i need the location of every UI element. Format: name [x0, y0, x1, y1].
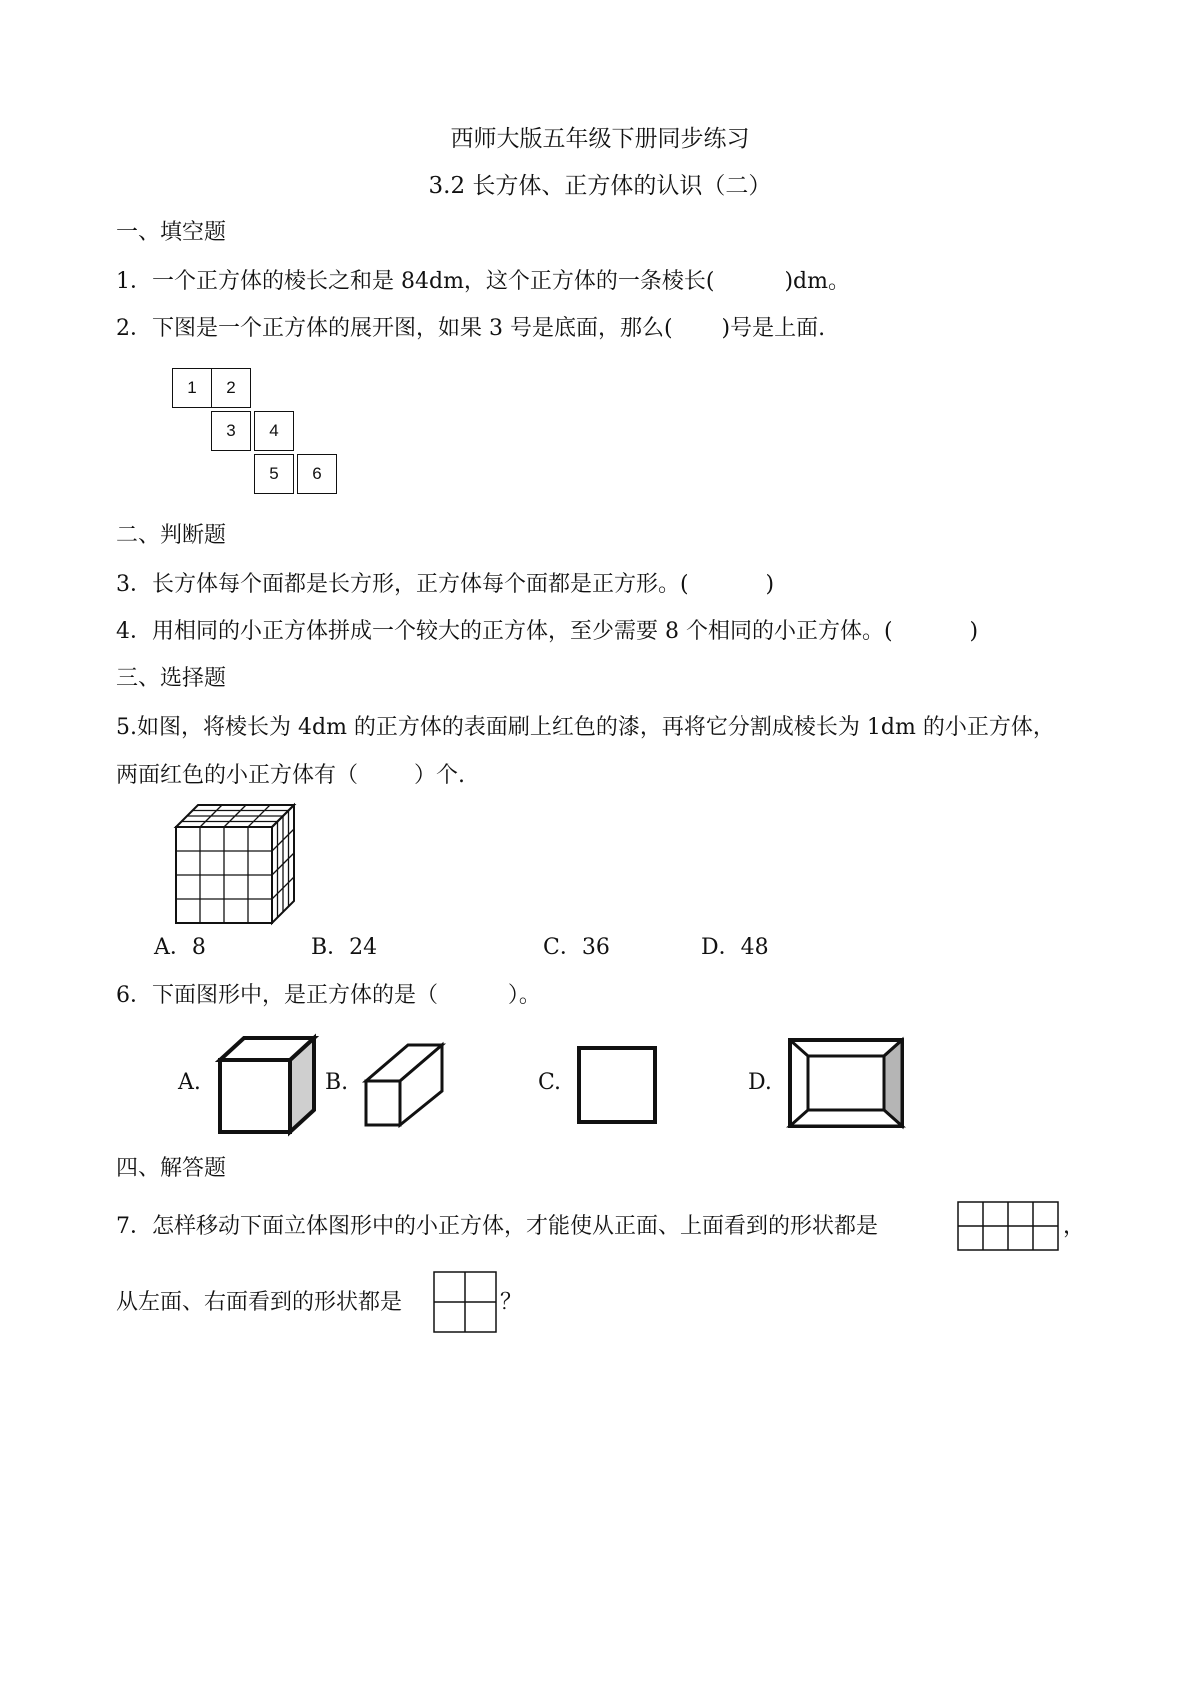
- question-2: 2．下图是一个正方体的展开图，如果 3 号是底面，那么( )号是上面.: [116, 316, 826, 341]
- q5-option-c: C．36: [543, 935, 610, 960]
- q6-option-d-label: D.: [748, 1070, 772, 1095]
- q6-square-figure: [577, 1046, 659, 1126]
- q7-side-view-grid: [433, 1271, 497, 1333]
- q5-option-a: A．8: [154, 935, 206, 960]
- q6-option-b-label: B.: [325, 1070, 349, 1095]
- section-heading-multiple-choice: 三、选择题: [116, 666, 227, 691]
- q6-option-a-label: A.: [178, 1070, 201, 1095]
- question-4: 4．用相同的小正方体拼成一个较大的正方体，至少需要 8 个相同的小正方体。( ): [116, 619, 979, 644]
- q6-option-c-label: C.: [538, 1070, 562, 1095]
- q6-cuboid-figure: [364, 1043, 446, 1127]
- question-7-question-mark: ？: [500, 1290, 523, 1315]
- question-7-comma: ，: [1063, 1214, 1086, 1239]
- q6-tray-figure: [788, 1038, 906, 1130]
- question-7-line-2: 从左面、右面看到的形状都是: [116, 1290, 403, 1315]
- net-cell: 2: [211, 368, 251, 408]
- question-1: 1．一个正方体的棱长之和是 84dm，这个正方体的一条棱长( )dm。: [116, 269, 850, 294]
- page-title: 西师大版五年级下册同步练习: [450, 126, 750, 152]
- question-5-line-2: 两面红色的小正方体有（ ）个.: [116, 763, 465, 788]
- painted-cube-figure: [172, 797, 302, 927]
- question-5-line-1: 5.如图，将棱长为 4dm 的正方体的表面刷上红色的漆，再将它分割成棱长为 1dm 的小正方体，: [116, 715, 1055, 740]
- net-cell: 3: [211, 411, 251, 451]
- q5-option-b: B．24: [311, 935, 378, 960]
- net-cell: 4: [254, 411, 294, 451]
- net-cell: 6: [297, 454, 337, 494]
- question-3: 3．长方体每个面都是长方形，正方体每个面都是正方形。( ): [116, 572, 775, 597]
- page-subtitle: 3.2 长方体、正方体的认识（二）: [428, 173, 772, 199]
- question-7-line-1: 7．怎样移动下面立体图形中的小正方体，才能使从正面、上面看到的形状都是: [116, 1214, 878, 1239]
- q6-cube-figure: [218, 1036, 318, 1134]
- section-heading-true-false: 二、判断题: [116, 523, 227, 548]
- question-6: 6．下面图形中，是正方体的是（ ）。: [116, 983, 541, 1008]
- section-heading-solve: 四、解答题: [116, 1156, 227, 1181]
- section-heading-fill-in: 一、填空题: [116, 220, 227, 245]
- net-cell: 5: [254, 454, 294, 494]
- q5-option-d: D．48: [701, 935, 769, 960]
- q7-front-top-view-grid: [957, 1201, 1059, 1251]
- net-cell: 1: [172, 368, 212, 408]
